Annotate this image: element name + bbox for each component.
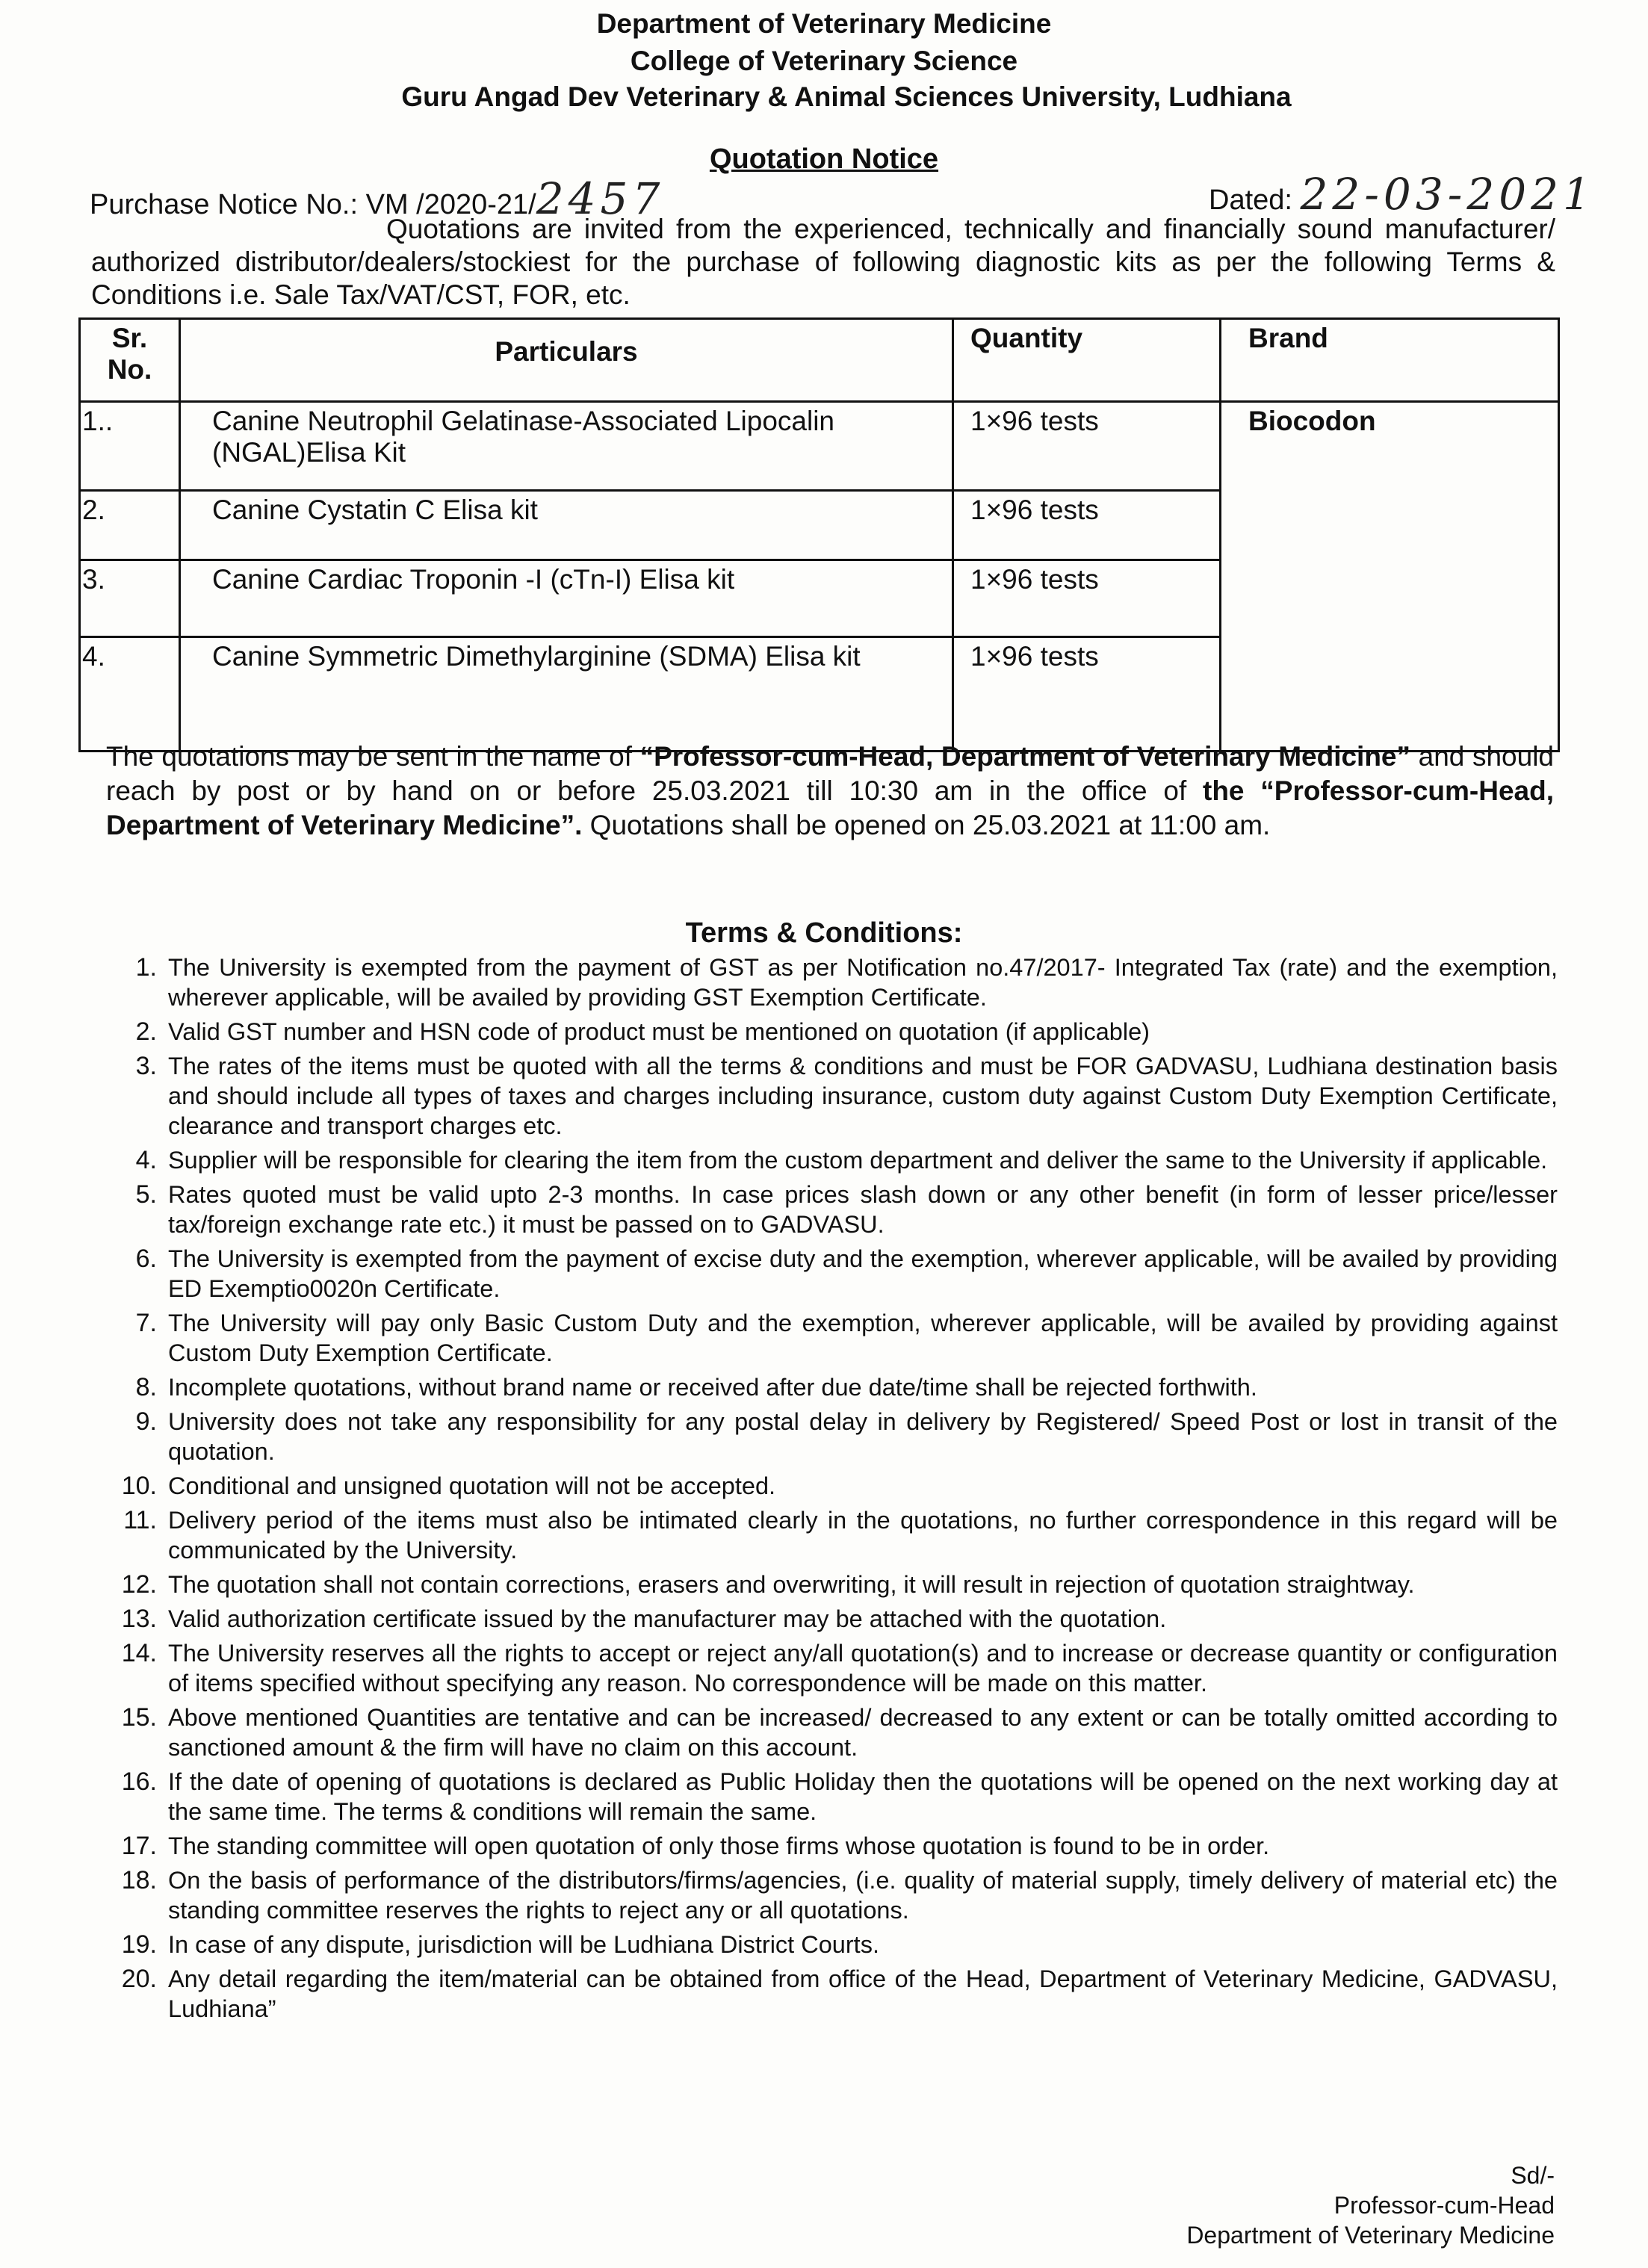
cell-sr: 1.. xyxy=(80,402,180,491)
term-text: Rates quoted must be valid upto 2-3 months. In case prices slash down or any other benefit (in form of lesser price/lesser tax/foreign exchange rate etc.) it must be passed on to GADVASU. xyxy=(168,1181,1558,1238)
table-row xyxy=(80,402,1559,491)
term-number: 2. xyxy=(135,1017,157,1046)
term-text: Any detail regarding the item/material can be obtained from office of the Head, Department of Veterinary Medicine, GADVASU, Ludhiana” xyxy=(168,1965,1558,2022)
term-number: 11. xyxy=(123,1506,157,1534)
term-number: 8. xyxy=(135,1373,157,1401)
cell-quantity: 1×96 tests xyxy=(953,637,1221,752)
term-text: The University is exempted from the payment of GST as per Notification no.47/2017- Integrated Tax (rate) and the exemption, wherever applicable, will be availed by providing GST Exemption Certificate. xyxy=(168,954,1558,1011)
term-text: The quotation shall not contain corrections, erasers and overwriting, it will result in rejection of quotation straightway. xyxy=(168,1571,1415,1598)
header-university: Guru Angad Dev Veterinary & Animal Sciences University, Ludhiana xyxy=(401,81,1292,112)
term-text: Delivery period of the items must also be intimated clearly in the quotations, no further correspondence in this regard will be communicated by the University. xyxy=(168,1507,1558,1564)
term-item xyxy=(121,1930,1558,1959)
cell-particulars: Canine Symmetric Dimethylarginine (SDMA) Elisa kit xyxy=(180,637,953,752)
cell-sr: 3. xyxy=(80,560,180,637)
table-header-row xyxy=(80,319,1559,402)
term-item xyxy=(121,1471,1558,1501)
term-text: Supplier will be responsible for clearing the item from the custom department and deliver the same to the University if applicable. xyxy=(168,1147,1548,1174)
term-text: University does not take any responsibility for any postal delay in delivery by Registered/ Speed Post or lost in transit of the quotation. xyxy=(168,1408,1558,1465)
term-number: 7. xyxy=(135,1309,157,1337)
items-table xyxy=(78,317,1560,752)
term-item xyxy=(121,1604,1558,1634)
cell-particulars: Canine Neutrophil Gelatinase-Associated Lipocalin (NGAL)Elisa Kit xyxy=(180,402,953,491)
cell-quantity: 1×96 tests xyxy=(953,491,1221,560)
term-item xyxy=(123,1505,1558,1565)
signature-block xyxy=(1186,2160,1555,2250)
term-text: Valid GST number and HSN code of product must be mentioned on quotation (if applicable) xyxy=(168,1018,1150,1045)
term-text: The University is exempted from the payment of excise duty and the exemption, wherever applicable, will be availed by providing ED Exemptio0020n Certificate. xyxy=(168,1245,1558,1302)
submission-office: the “Professor-cum-Head, Department of Veterinary Medicine”. xyxy=(106,775,1554,840)
cell-particulars: Canine Cystatin C Elisa kit xyxy=(180,491,953,560)
term-item xyxy=(135,1407,1558,1466)
intro-text: Quotations are invited from the experienced, technically and financially sound manufacturer/ authorized distributor/dealers/stockiest for the purchase of following diagnostic kits as per the following Terms & Conditions i.e. Sale Tax/VAT/CST, FOR, etc. xyxy=(91,214,1555,310)
cell-quantity: 1×96 tests xyxy=(953,402,1221,491)
term-item xyxy=(135,952,1558,1012)
term-number: 20. xyxy=(121,1965,157,1993)
term-number: 15. xyxy=(121,1703,157,1732)
header-department: Department of Veterinary Medicine xyxy=(596,8,1052,39)
term-text: On the basis of performance of the distributors/firms/agencies, (i.e. quality of material supply, timely delivery of material etc) the standing committee reserves the rights to reject any or all quotations. xyxy=(168,1867,1558,1924)
term-text: In case of any dispute, jurisdiction will be Ludhiana District Courts. xyxy=(168,1931,879,1958)
term-item xyxy=(121,1702,1558,1762)
header-sr: Sr. No. xyxy=(80,319,180,402)
term-number: 3. xyxy=(135,1052,157,1080)
term-number: 10. xyxy=(121,1472,157,1500)
submission-text-1: The quotations may be sent in the name of xyxy=(106,741,640,772)
intro-paragraph xyxy=(91,213,1555,312)
purchase-notice-number: 2457 xyxy=(536,173,665,224)
dated-value: 22-03-2021 xyxy=(1300,169,1595,220)
term-number: 1. xyxy=(135,953,157,982)
terms-title: Terms & Conditions: xyxy=(685,917,963,949)
term-item xyxy=(121,1865,1558,1925)
term-number: 12. xyxy=(121,1570,157,1599)
term-text: The University will pay only Basic Custom Duty and the exemption, wherever applicable, will be availed by providing against Custom Duty Exemption Certificate. xyxy=(168,1310,1558,1366)
cell-sr: 2. xyxy=(80,491,180,560)
term-number: 4. xyxy=(135,1146,157,1174)
term-number: 14. xyxy=(121,1639,157,1667)
signature-sd: Sd/- xyxy=(1511,2162,1555,2189)
term-number: 17. xyxy=(121,1832,157,1860)
term-text: Incomplete quotations, without brand name or received after due date/time shall be rejected forthwith. xyxy=(168,1374,1257,1401)
term-text: The University reserves all the rights to accept or reject any/all quotation(s) and to increase or decrease quantity or configuration of items specified without specifying any reason. No correspondence will be made on this matter. xyxy=(168,1640,1558,1697)
term-item xyxy=(135,1244,1558,1304)
submission-addressee: “Professor-cum-Head, Department of Veterinary Medicine” xyxy=(639,741,1411,772)
term-item xyxy=(121,1767,1558,1827)
submission-text-2: and should reach by post or by hand on or before 25.03.2021 till 10:30 am in the office of xyxy=(106,741,1554,806)
term-text: Valid authorization certificate issued by the manufacturer may be attached with the quotation. xyxy=(168,1605,1167,1632)
header-quantity: Quantity xyxy=(953,319,1221,402)
term-number: 19. xyxy=(121,1930,157,1959)
term-item xyxy=(135,1051,1558,1141)
term-text: The rates of the items must be quoted with all the terms & conditions and must be FOR GADVASU, Ludhiana destination basis and should include all types of taxes and charges including insurance, custom duty against Custom Duty Exemption Certificate, clearance and transport charges etc. xyxy=(168,1053,1558,1139)
term-number: 13. xyxy=(121,1605,157,1633)
term-item xyxy=(135,1017,1558,1047)
header-particulars: Particulars xyxy=(180,319,953,402)
dated-label: Dated: xyxy=(1209,185,1292,216)
term-text: If the date of opening of quotations is declared as Public Holiday then the quotations will be opened on the next working day at the same time. The terms & conditions will remain the same. xyxy=(168,1768,1558,1825)
signature-department: Department of Veterinary Medicine xyxy=(1186,2222,1555,2249)
term-item xyxy=(135,1372,1558,1402)
term-item xyxy=(135,1145,1558,1175)
signature-title: Professor-cum-Head xyxy=(1333,2192,1555,2219)
term-item xyxy=(121,1638,1558,1698)
header-college: College of Veterinary Science xyxy=(630,46,1018,76)
term-item xyxy=(135,1308,1558,1368)
term-text: Above mentioned Quantities are tentative and can be increased/ decreased to any extent or can be totally omitted according to sanctioned amount & the firm will have no claim on this account. xyxy=(168,1704,1558,1761)
notice-title-text: Quotation Notice xyxy=(709,143,939,175)
cell-sr: 4. xyxy=(80,637,180,752)
term-number: 9. xyxy=(135,1407,157,1436)
submission-paragraph xyxy=(106,740,1554,843)
term-number: 5. xyxy=(135,1180,157,1209)
term-item xyxy=(121,1831,1558,1861)
term-item xyxy=(121,1570,1558,1599)
term-number: 6. xyxy=(135,1245,157,1273)
terms-list xyxy=(121,952,1558,2028)
term-text: Conditional and unsigned quotation will not be accepted. xyxy=(168,1472,776,1499)
dated xyxy=(1209,169,1595,220)
term-text: The standing committee will open quotation of only those firms whose quotation is found to be in order. xyxy=(168,1832,1270,1859)
purchase-notice-label: Purchase Notice No.: VM /2020-21/ xyxy=(90,189,536,220)
term-item xyxy=(135,1180,1558,1239)
term-number: 16. xyxy=(121,1767,157,1796)
term-item xyxy=(121,1964,1558,2024)
submission-text-3: Quotations shall be opened on 25.03.2021 at 11:00 am. xyxy=(582,810,1271,840)
cell-quantity: 1×96 tests xyxy=(953,560,1221,637)
term-number: 18. xyxy=(121,1866,157,1894)
cell-particulars: Canine Cardiac Troponin -I (cTn-I) Elisa kit xyxy=(180,560,953,637)
header-brand: Brand xyxy=(1221,319,1559,402)
cell-brand: Biocodon xyxy=(1221,402,1559,752)
